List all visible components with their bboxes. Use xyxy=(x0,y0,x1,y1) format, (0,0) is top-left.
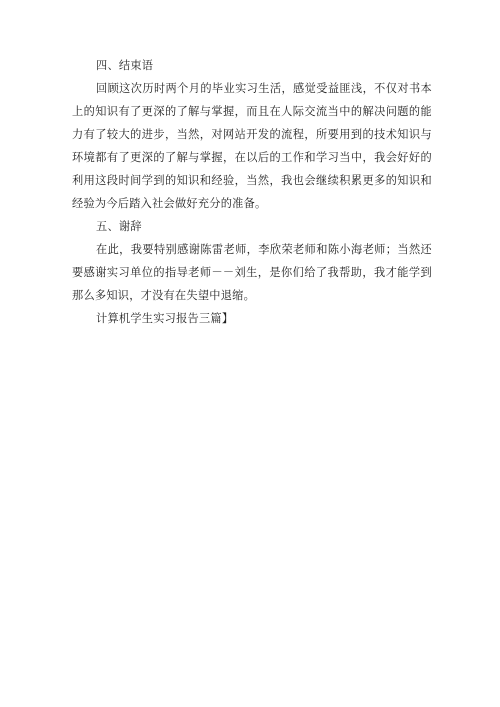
closing-line: 计算机学生实习报告三篇】 xyxy=(96,312,234,325)
section-heading-conclusion: 四、结束语 xyxy=(96,59,154,72)
section-heading-acknowledgements: 五、谢辞 xyxy=(96,220,142,233)
document-content xyxy=(72,54,432,330)
section-body-conclusion: 回顾这次历时两个月的毕业实习生活，感觉受益匪浅，不仅对书本上的知识有了更深的了解与掌握，而且在人际交流当中的解决问题的能力有了较大的进步，当然，对网站开发的流程，所要用到的技术知识与环境都有了更深的了解与掌握，在以后的工作和学习当中，我会好好的利用这段时间学到的知识和经验，当然，我也会继续积累更多的知识和经验为今后踏入社会做好充分的准备。 xyxy=(72,82,432,210)
section-body-acknowledgements: 在此，我要特别感谢陈雷老师，李欣荣老师和陈小海老师；当然还要感谢实习单位的指导老师－－刘生，是你们给了我帮助，我才能学到那么多知识，才没有在失望中退缩。 xyxy=(72,243,432,302)
